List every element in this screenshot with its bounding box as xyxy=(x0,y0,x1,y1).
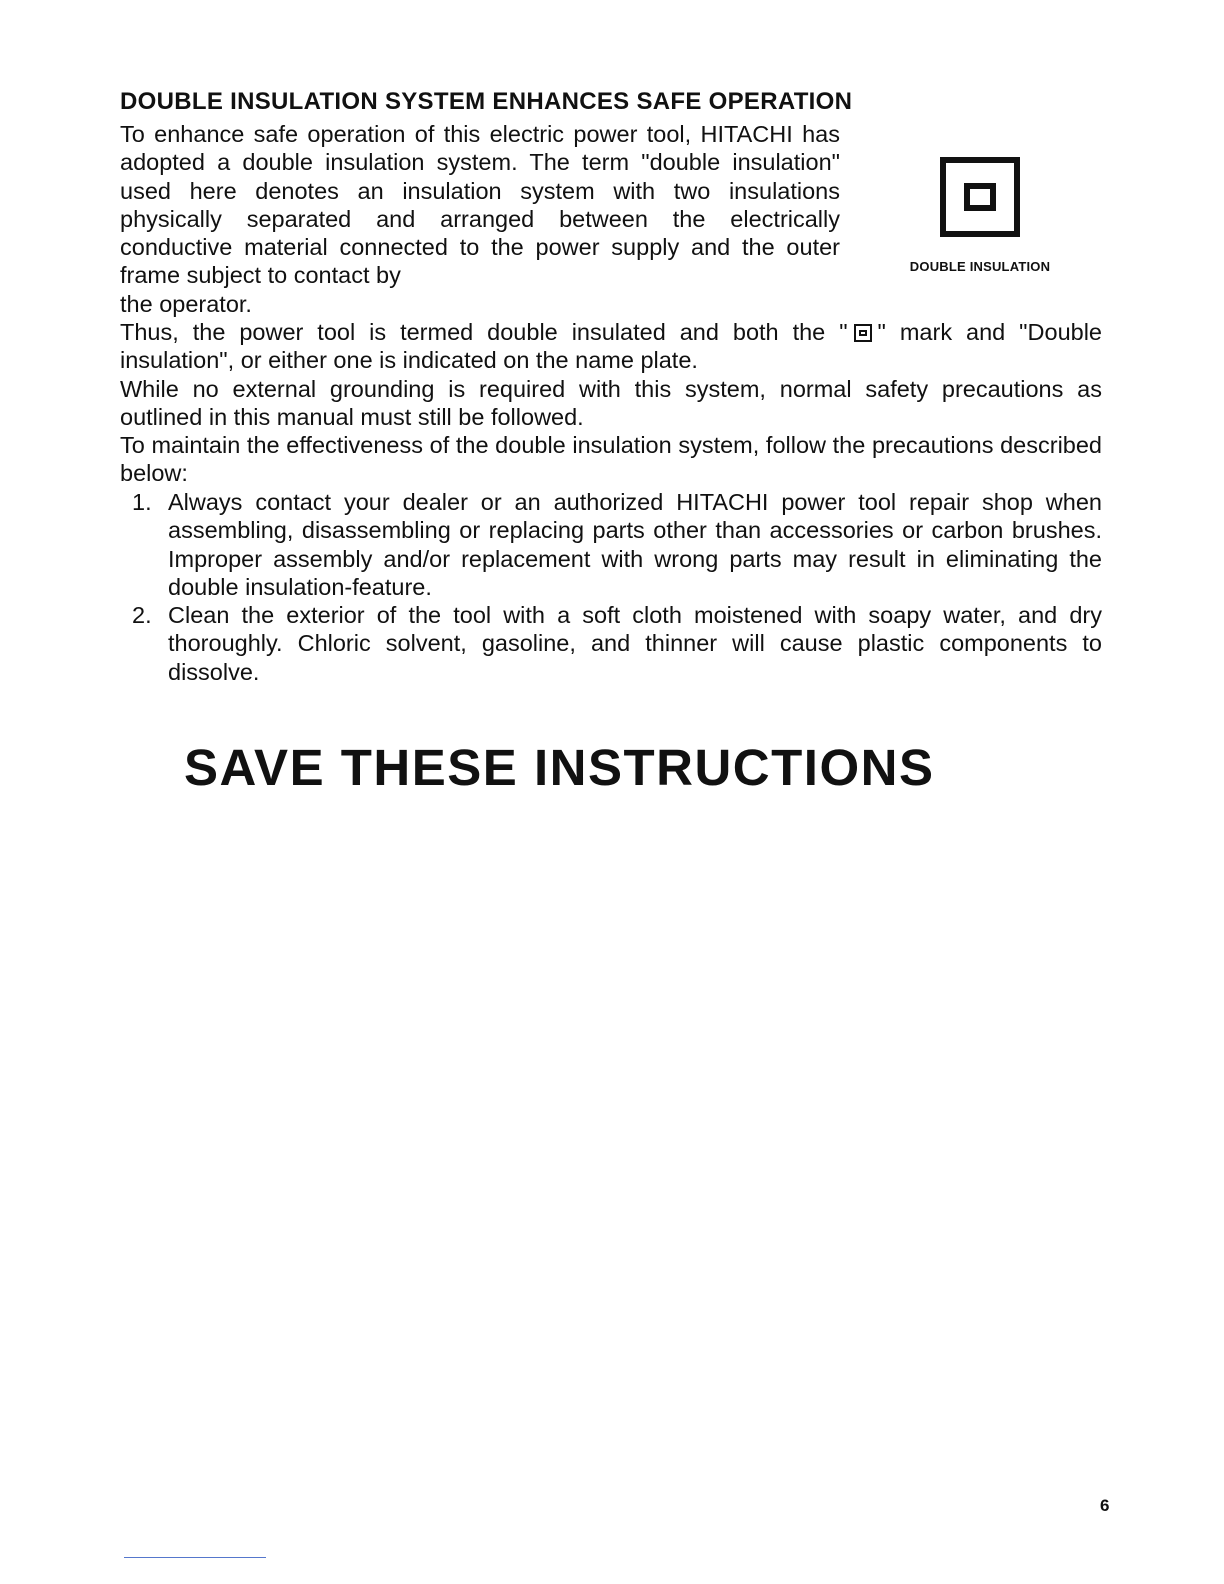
mark-paragraph-after: " mark and "Double insulation", or either one is indicated on the name plate. xyxy=(120,319,1102,374)
grounding-paragraph: While no external grounding is required with this system, normal safety precautions as outlined in this manual must still be followed. xyxy=(120,376,1102,431)
section-heading: DOUBLE INSULATION SYSTEM ENHANCES SAFE OPERATION xyxy=(120,88,853,115)
double-insulation-inner-square xyxy=(964,183,996,211)
precaution-item xyxy=(120,488,1102,601)
precautions-list xyxy=(120,488,1102,686)
intro-paragraph: To enhance safe operation of this electric power tool, HITACHI has adopted a double insulation system. The term "double insulation" used here denotes an insulation system with two insulations physically separated and arranged between the electrically conductive material connected to the power supply and the outer frame subject to contact by xyxy=(120,121,840,289)
save-instructions-banner: SAVE THESE INSTRUCTIONS xyxy=(184,739,935,796)
maintain-paragraph: To maintain the effectiveness of the double insulation system, follow the precautions described below: xyxy=(120,432,1102,487)
double-insulation-symbol xyxy=(900,157,1060,274)
precaution-number: 2. xyxy=(132,602,152,629)
double-insulation-mark-icon xyxy=(854,324,872,342)
precaution-item xyxy=(120,601,1102,686)
precaution-text: Always contact your dealer or an authorized HITACHI power tool repair shop when assembling, disassembling or replacing parts other than accessories or carbon brushes. Improper assembly and/or replacement with wrong parts may result in eliminating the double insulation-feature. xyxy=(168,489,1102,600)
scan-artifact-line xyxy=(124,1557,266,1558)
double-insulation-icon xyxy=(940,157,1020,237)
mark-paragraph xyxy=(120,318,1102,375)
mark-paragraph-before: Thus, the power tool is termed double insulated and both the " xyxy=(120,319,848,345)
precaution-number: 1. xyxy=(132,489,152,515)
precaution-text: Clean the exterior of the tool with a soft cloth moistened with soapy water, and dry thoroughly. Chloric solvent, gasoline, and thinner will cause plastic components to dissolve. xyxy=(168,602,1102,685)
page-number: 6 xyxy=(1100,1496,1110,1515)
symbol-caption: DOUBLE INSULATION xyxy=(909,259,1051,274)
intro-paragraph-end: the operator. xyxy=(120,291,252,317)
